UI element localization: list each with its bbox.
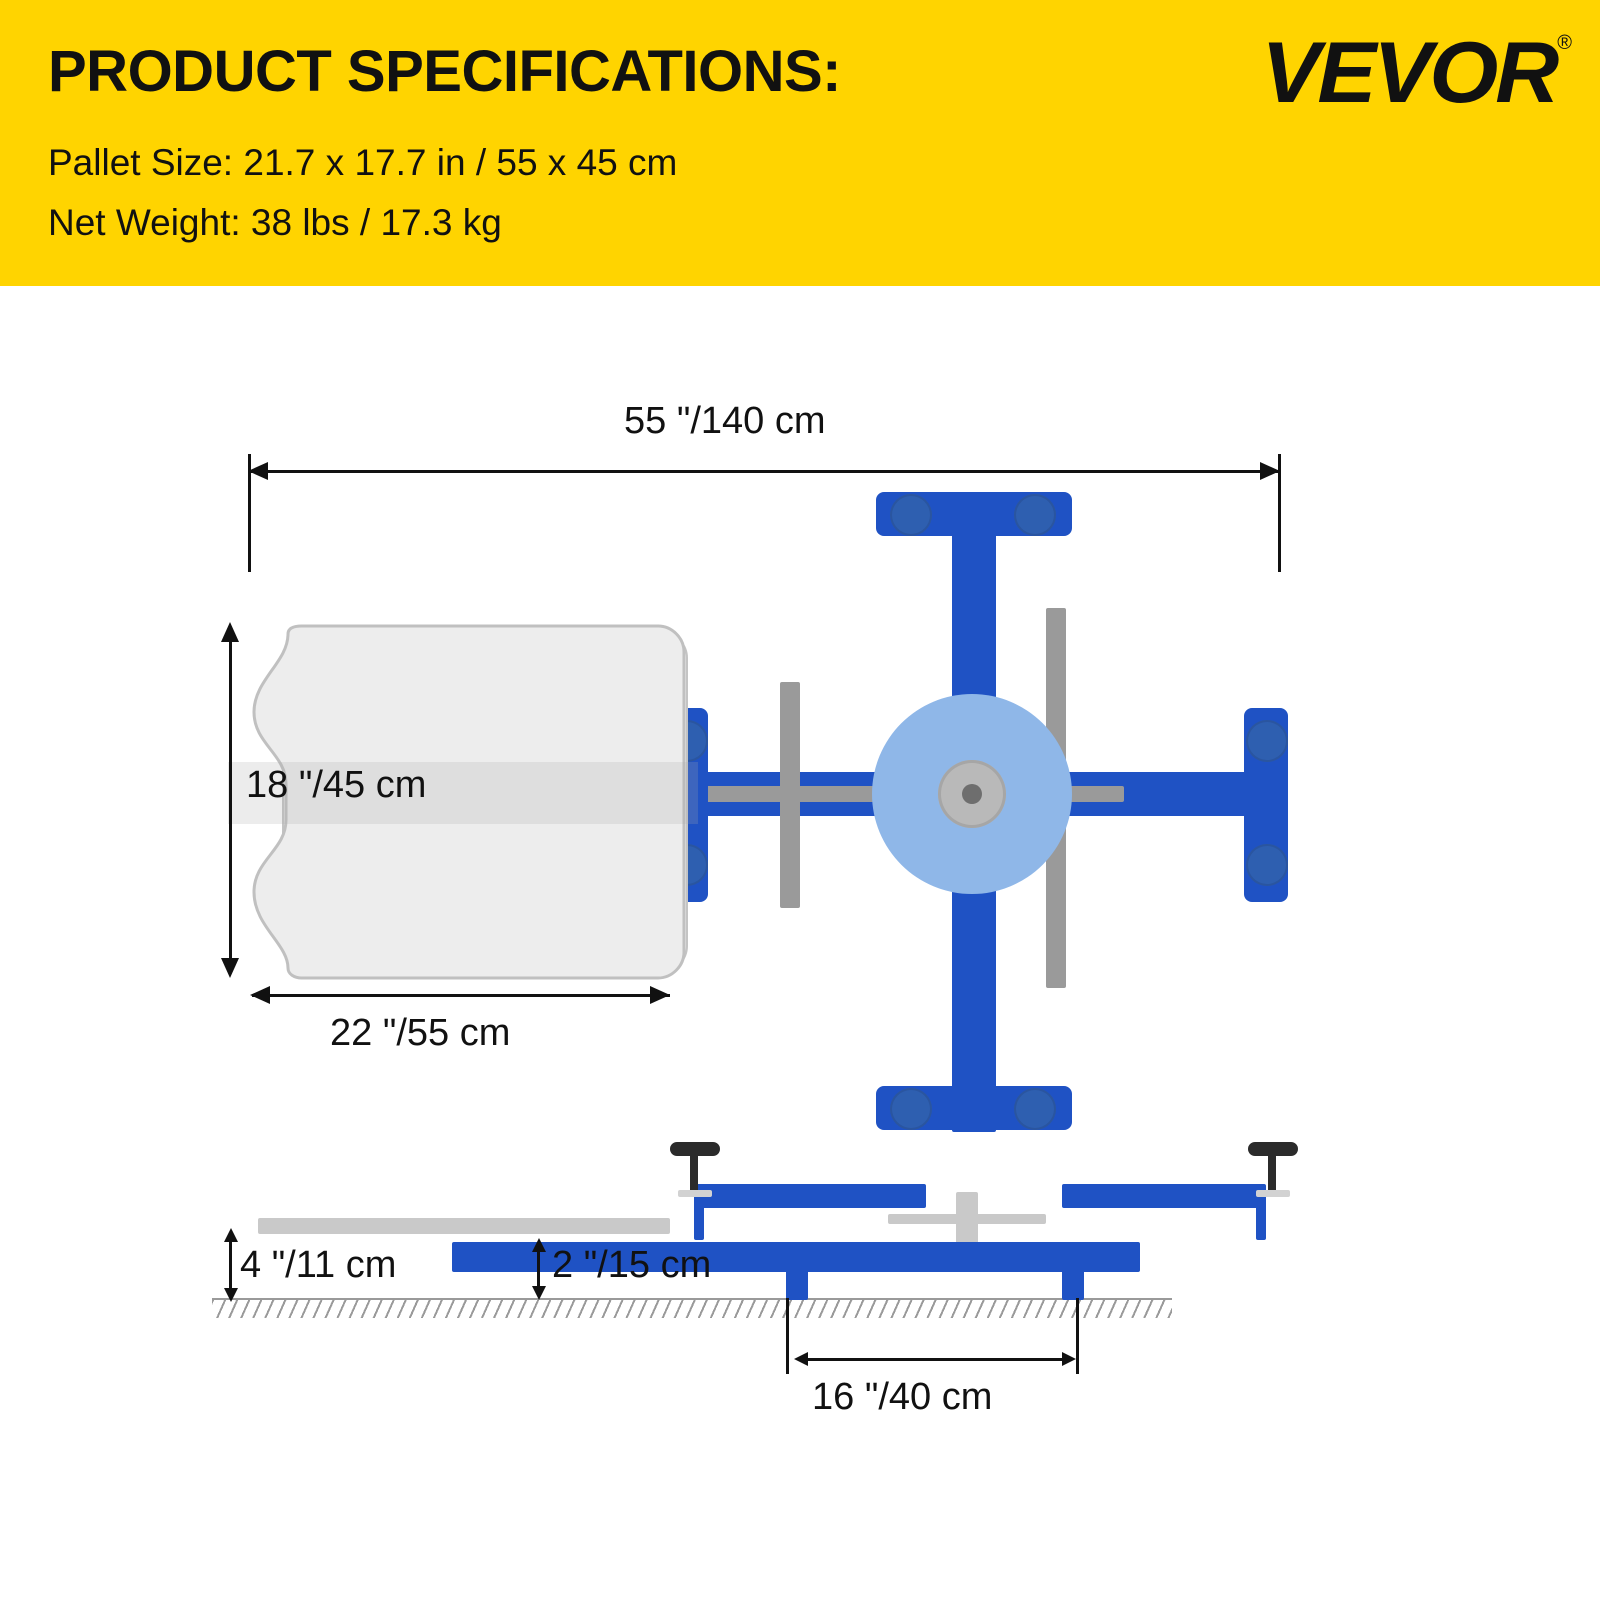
diagram-canvas [0, 286, 1600, 1600]
dim-foot-span-arrow-left [794, 1352, 808, 1366]
dim-paddle-height-arrow-bottom [221, 958, 239, 978]
dim-foot-span-ext-left [786, 1298, 789, 1374]
knob-right-top [1246, 720, 1288, 762]
knob-bottom-right [1014, 1088, 1056, 1130]
dim-paddle-width-label: 22 "/55 cm [330, 1012, 511, 1054]
side-knob-right-washer [1256, 1190, 1290, 1197]
net-weight-text: Net Weight: 38 lbs / 17.3 kg [48, 202, 502, 243]
side-leg-right [1062, 1270, 1084, 1300]
side-knob-left-cap-icon [670, 1142, 720, 1156]
dim-paddle-width-arrow-left [250, 986, 270, 1004]
side-upper-arm-right [1062, 1184, 1262, 1208]
dim-paddle-width-line [252, 994, 670, 997]
dim-paddle-width-arrow-right [650, 986, 670, 1004]
pallet-size-text: Pallet Size: 21.7 x 17.7 in / 55 x 45 cm [48, 142, 678, 183]
side-paddle-edge [258, 1218, 670, 1234]
dim-overall-width-line [250, 470, 1280, 473]
ground-hatch [212, 1300, 1172, 1318]
dim-height-high-label: 4 "/11 cm [240, 1244, 397, 1286]
dim-height-high-arrow-top [224, 1228, 238, 1242]
dim-height-low-arrow-bottom [532, 1286, 546, 1300]
dim-height-high-arrow-bottom [224, 1288, 238, 1302]
dim-paddle-height-label: 18 "/45 cm [246, 764, 427, 806]
knob-top-left [890, 494, 932, 536]
registered-trademark-icon: ® [1557, 32, 1572, 54]
dim-foot-span-ext-right [1076, 1298, 1079, 1374]
center-hub-bolt-icon [962, 784, 982, 804]
dim-paddle-height-line [229, 630, 232, 970]
dim-foot-span-label: 16 "/40 cm [812, 1376, 993, 1418]
side-hub-crossbar [888, 1214, 1046, 1224]
dim-foot-span-line [800, 1358, 1068, 1361]
knob-top-right [1014, 494, 1056, 536]
side-knob-left-washer [678, 1190, 712, 1197]
dim-foot-span-arrow-right [1062, 1352, 1076, 1366]
page-title: PRODUCT SPECIFICATIONS: [48, 39, 841, 104]
dim-overall-width-arrow-right [1260, 462, 1280, 480]
dim-paddle-height-arrow-top [221, 622, 239, 642]
side-upper-arm-left [698, 1184, 926, 1208]
header-band [0, 0, 1600, 286]
dim-height-low-label: 2 "/15 cm [552, 1244, 712, 1286]
dim-overall-width-arrow-left [248, 462, 268, 480]
dim-overall-width-ext-right [1278, 454, 1281, 572]
dim-height-low-arrow-top [532, 1238, 546, 1252]
side-knob-right-cap-icon [1248, 1142, 1298, 1156]
knob-right-bottom [1246, 844, 1288, 886]
dim-overall-width-ext-left [248, 454, 251, 572]
side-leg-left [786, 1270, 808, 1300]
vevor-logo: VEVOR [1261, 25, 1556, 121]
knob-bottom-left [890, 1088, 932, 1130]
dim-overall-width-label: 55 "/140 cm [624, 400, 826, 442]
